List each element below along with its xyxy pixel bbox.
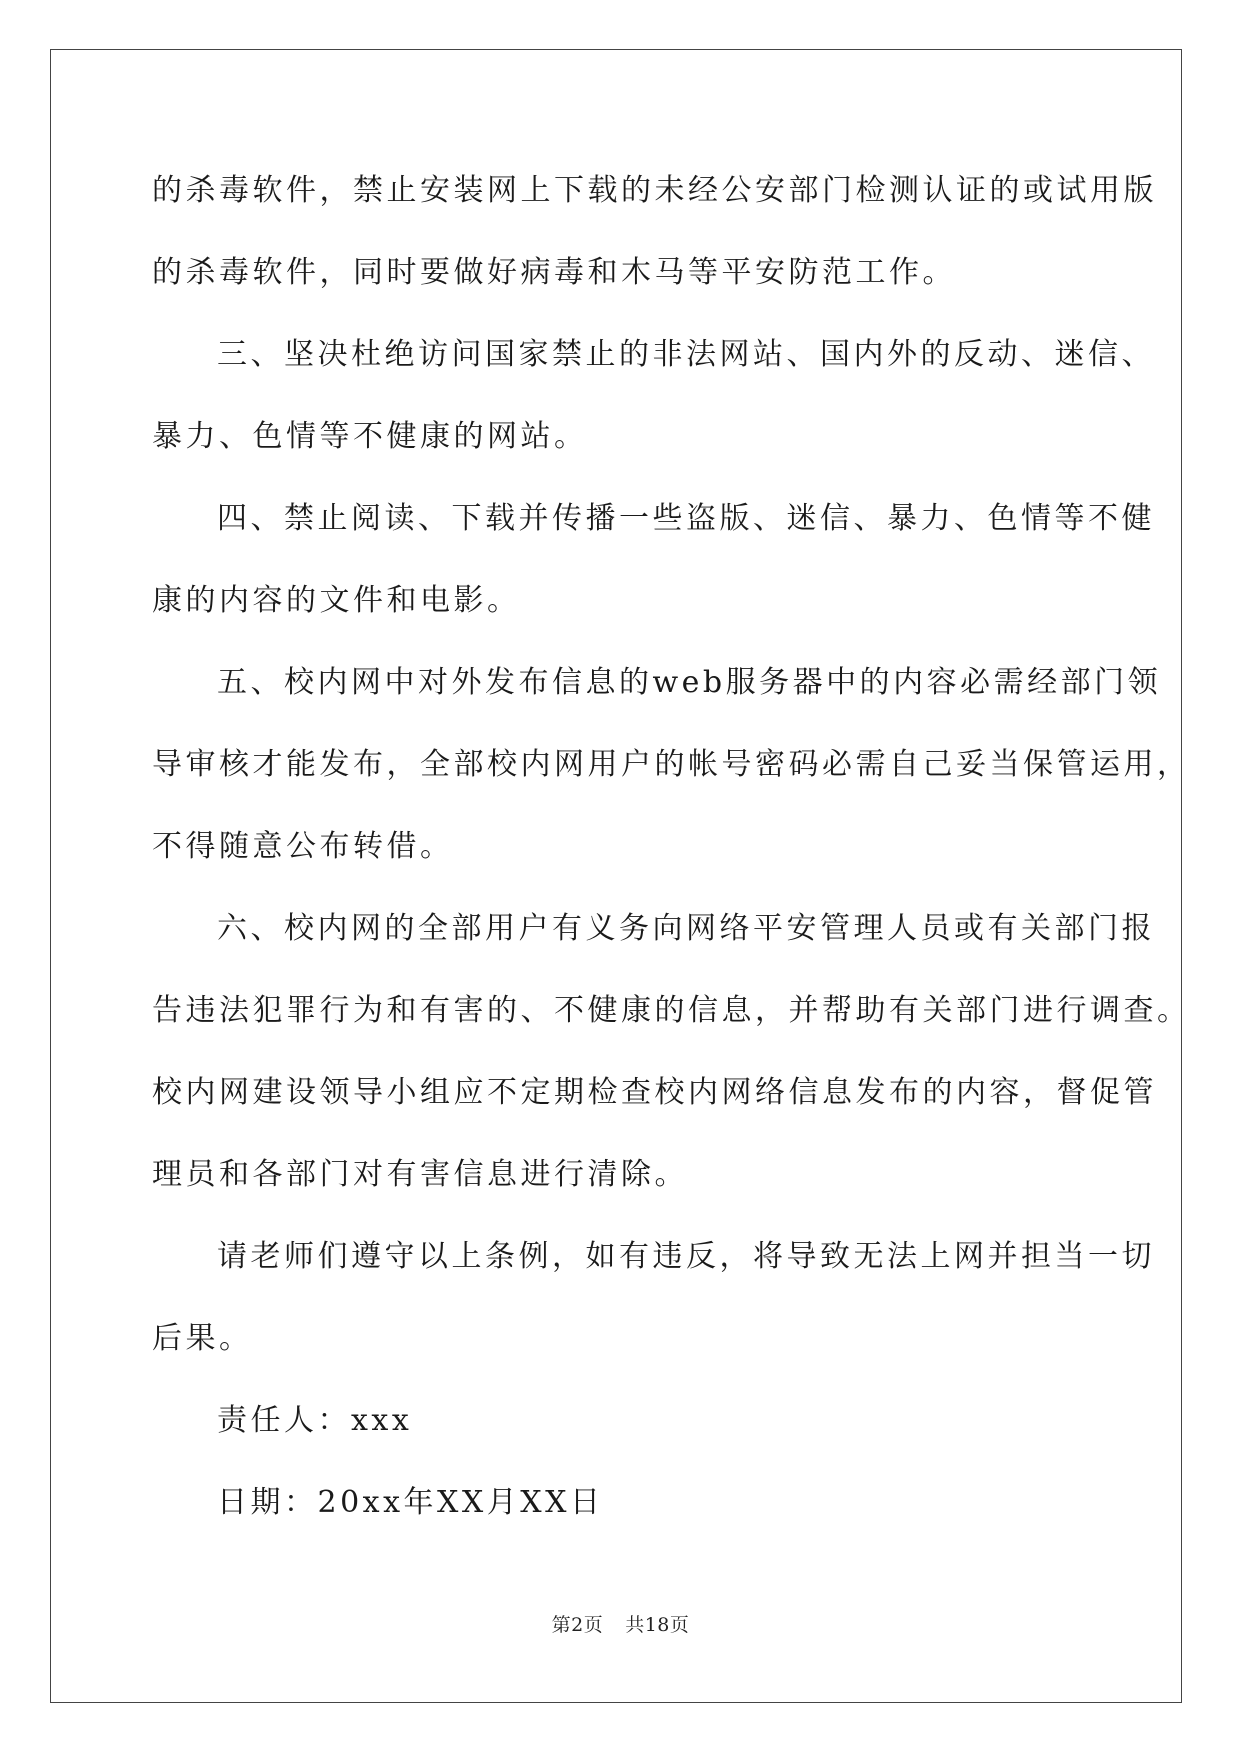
paragraph-five-start: 五、校内网中对外发布信息的web服务器中的内容必需经部门领 (217, 665, 1162, 700)
document-date: 日期：20xx年XX月XX日 (217, 1485, 604, 1520)
document-body (152, 162, 1191, 1556)
text-line: 暴力、色情等不健康的网站。 (152, 419, 588, 454)
paragraph-three-start: 三、坚决杜绝访问国家禁止的非法网站、国内外的反动、迷信、 (217, 337, 1155, 372)
text-line: 校内网建设领导小组应不定期检查校内网络信息发布的内容，督促管 (152, 1075, 1157, 1110)
responsible-person: 责任人：xxx (217, 1403, 413, 1438)
paragraph-four-start: 四、禁止阅读、下载并传播一些盗版、迷信、暴力、色情等不健 (217, 501, 1155, 536)
text-line: 康的内容的文件和电影。 (152, 583, 521, 618)
text-line: 不得随意公布转借。 (152, 829, 454, 864)
text-line: 的杀毒软件，同时要做好病毒和木马等平安防范工作。 (152, 255, 956, 290)
paragraph-six-start: 六、校内网的全部用户有义务向网络平安管理人员或有关部门报 (217, 911, 1155, 946)
text-line: 理员和各部门对有害信息进行清除。 (152, 1157, 688, 1192)
page-total: 共18页 (625, 1614, 690, 1636)
text-line: 的杀毒软件，禁止安装网上下载的未经公安部门检测认证的或试用版 (152, 173, 1157, 208)
text-line: 导审核才能发布，全部校内网用户的帐号密码必需自己妥当保管运用， (152, 747, 1191, 782)
closing-paragraph-start: 请老师们遵守以上条例，如有违反，将导致无法上网并担当一切 (217, 1239, 1155, 1274)
page-footer (0, 1610, 1241, 1637)
text-line: 后果。 (152, 1321, 253, 1356)
text-line: 告违法犯罪行为和有害的、不健康的信息，并帮助有关部门进行调查。 (152, 993, 1191, 1028)
page-number: 第2页 (551, 1614, 604, 1636)
